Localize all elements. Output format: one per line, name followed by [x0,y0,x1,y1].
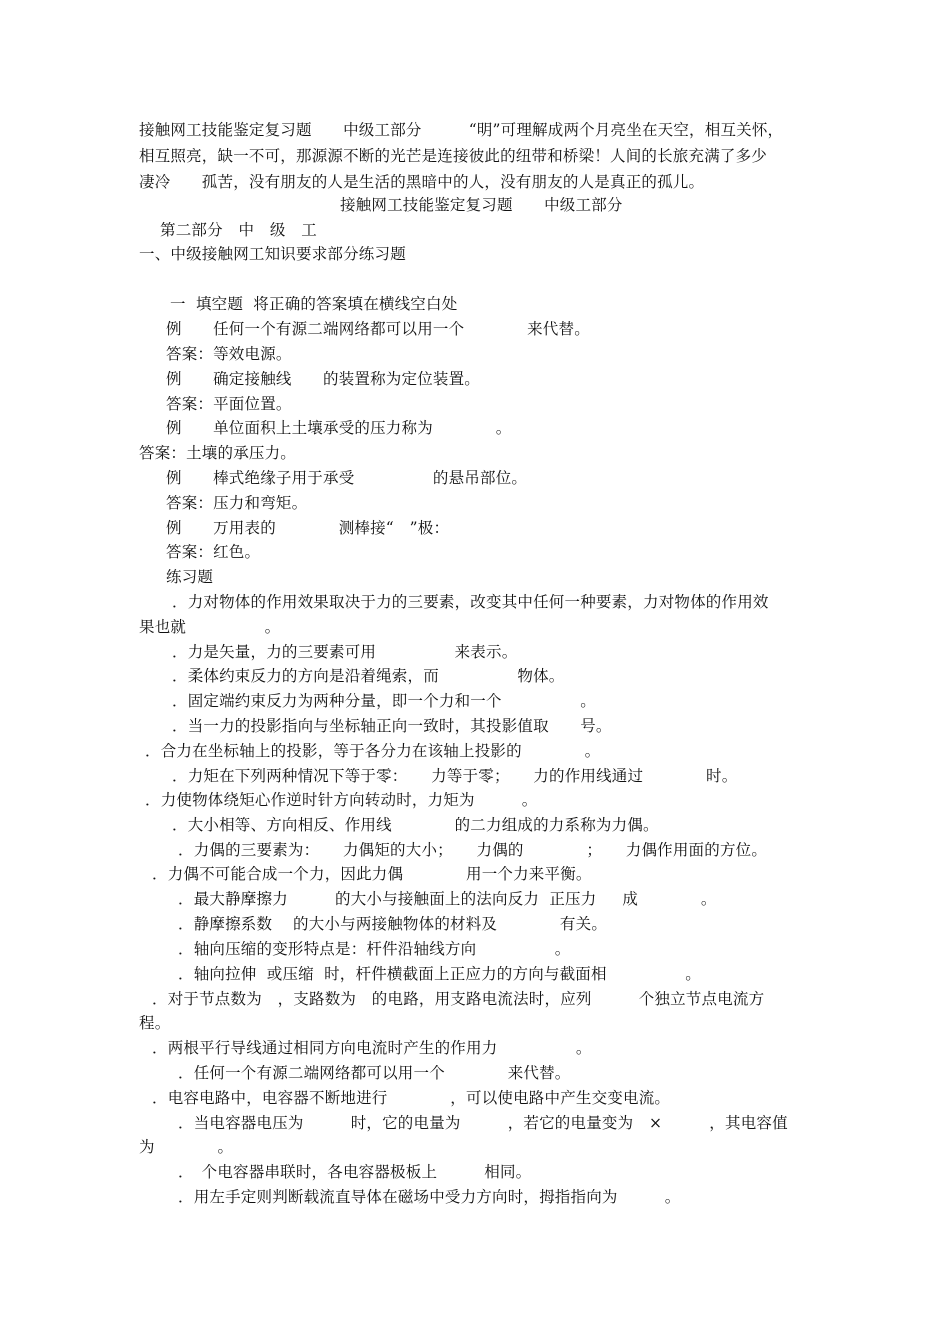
example-3-question: 例 单位面积上土壤承受的压力称为 。 [166,419,512,437]
example-5-question: 例 万用表的 测棒接“ ”极： [166,519,450,537]
example-3-answer: 答案：土壤的承压力。 [139,444,297,462]
practice-line: 果也就 。 [139,618,281,636]
practice-line: ．轴向拉伸 或压缩 时，杆件横截面上正应力的方向与截面相 。 [178,965,701,983]
fill-heading: 一 填空题 将正确的答案填在横线空白处 [170,295,458,313]
practice-line: ．静摩擦系数 的大小与两接触物体的材料及 有关。 [178,915,608,933]
practice-line: ．合力在坐标轴上的投影，等于各分力在该轴上投影的 。 [145,742,601,760]
practice-line: ．轴向压缩的变形特点是：杆件沿轴线方向 。 [178,940,571,958]
practice-heading: 练习题 [166,568,214,586]
practice-line: ．电容电路中，电容器不断地进行 ，可以使电路中产生交变电流。 [152,1089,671,1107]
practice-line: ．当一力的投影指向与坐标轴正向一致时，其投影值取 号。 [172,717,612,735]
practice-line: ．对于节点数为 ，支路数为 的电路，用支路电流法时，应列 个独立节点电流方 [152,990,765,1008]
example-2-question: 例 确定接触线 的装置称为定位装置。 [166,370,481,388]
practice-line: 程。 [139,1014,171,1032]
practice-line: ．任何一个有源二端网络都可以用一个 来代替。 [178,1064,571,1082]
practice-line: 为 。 [139,1138,234,1156]
practice-line: ．力使物体绕矩心作逆时针方向转动时，力矩为 。 [145,791,538,809]
practice-line: ．力对物体的作用效果取决于力的三要素，改变其中任何一种要素，力对物体的作用效 [172,593,769,611]
practice-line: ．两根平行导线通过相同方向电流时产生的作用力 。 [152,1039,592,1057]
practice-line: ．力偶的三要素为： 力偶矩的大小； 力偶的 ； 力偶作用面的方位。 [178,841,768,859]
practice-line: ．力矩在下列两种情况下等于零： 力等于零； 力的作用线通过 时。 [172,767,738,785]
practice-line: ．当电容器电压为 时，它的电量为 ，若它的电量变为 × ，其电容值 [178,1114,788,1132]
practice-line: ．最大静摩擦力 的大小与接触面上的法向反力 正压力 成 。 [178,890,717,908]
section-heading: 一、中级接触网工知识要求部分练习题 [139,245,406,263]
practice-line: ．固定端约束反力为两种分量，即一个力和一个 。 [172,692,596,710]
practice-line: ．力偶不可能合成一个力，因此力偶 用一个力来平衡。 [152,865,592,883]
centered-title: 接触网工技能鉴定复习题 中级工部分 [340,196,623,214]
practice-line: ．力是矢量，力的三要素可用 来表示。 [172,643,518,661]
intro-line-2: 相互照亮，缺一不可，那源源不断的光芒是连接彼此的纽带和桥梁！人间的长旅充满了多少 [139,147,768,165]
practice-line: ．大小相等、方向相反、作用线 的二力组成的力系称为力偶。 [172,816,659,834]
part-heading: 第二部分 中 级 工 [160,221,318,239]
example-1-answer: 答案：等效电源。 [166,345,292,363]
example-5-answer: 答案：红色。 [166,543,261,561]
practice-line: ．柔体约束反力的方向是沿着绳索，而 物体。 [172,667,565,685]
example-4-question: 例 棒式绝缘子用于承受 的悬吊部位。 [166,469,528,487]
example-2-answer: 答案：平面位置。 [166,395,292,413]
intro-line-1: 接触网工技能鉴定复习题 中级工部分 “明”可理解成两个月亮坐在天空，相互关怀， [139,121,784,139]
intro-line-3: 凄冷 孤苦，没有朋友的人是生活的黑暗中的人，没有朋友的人是真正的孤儿。 [139,173,705,191]
example-1-question: 例 任何一个有源二端网络都可以用一个 来代替。 [166,320,590,338]
example-4-answer: 答案：压力和弯矩。 [166,494,308,512]
practice-line: ．用左手定则判断载流直导体在磁场中受力方向时，拇指指向为 。 [178,1188,681,1206]
practice-line: ． 个电容器串联时，各电容器极板上 相同。 [178,1163,532,1181]
